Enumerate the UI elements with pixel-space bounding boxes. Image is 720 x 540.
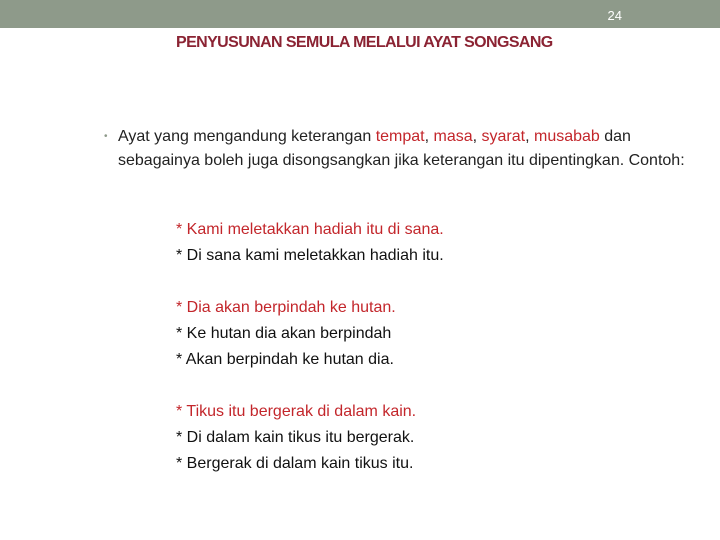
keyword-syarat: syarat xyxy=(481,128,526,145)
separator: , xyxy=(525,128,534,145)
bullet-paragraph xyxy=(104,125,704,173)
example-group-2 xyxy=(176,295,396,373)
page-number: 24 xyxy=(607,8,622,23)
slide-title: PENYUSUNAN SEMULA MELALUI AYAT SONGSANG xyxy=(176,34,553,51)
bullet-text-part: dan sebagainya boleh juga disongsangkan jika keterangan itu dipentingkan. Contoh: xyxy=(118,128,685,169)
keyword-musabab: musabab xyxy=(533,128,600,145)
bullet-text-part: Ayat yang mengandung keterangan xyxy=(118,128,376,145)
keyword-tempat: tempat xyxy=(375,128,425,145)
keyword-masa: masa xyxy=(433,128,473,145)
example-original: * Tikus itu bergerak di dalam kain. xyxy=(176,403,417,420)
example-inverted: * Bergerak di dalam kain tikus itu. xyxy=(176,455,414,472)
example-group-3 xyxy=(176,399,416,477)
bullet-icon: • xyxy=(104,131,108,142)
example-inverted: * Akan berpindah ke hutan dia. xyxy=(176,351,394,368)
example-group-1 xyxy=(176,217,444,269)
separator: , xyxy=(472,128,482,145)
example-inverted: * Ke hutan dia akan berpindah xyxy=(176,325,392,342)
example-inverted: * Di sana kami meletakkan hadiah itu. xyxy=(176,247,444,264)
example-inverted: * Di dalam kain tikus itu bergerak. xyxy=(176,429,415,446)
header-bar xyxy=(0,0,720,28)
example-original: * Kami meletakkan hadiah itu di sana. xyxy=(176,221,444,238)
example-original: * Dia akan berpindah ke hutan. xyxy=(176,299,396,316)
bullet-text xyxy=(118,125,704,173)
separator: , xyxy=(424,128,434,145)
